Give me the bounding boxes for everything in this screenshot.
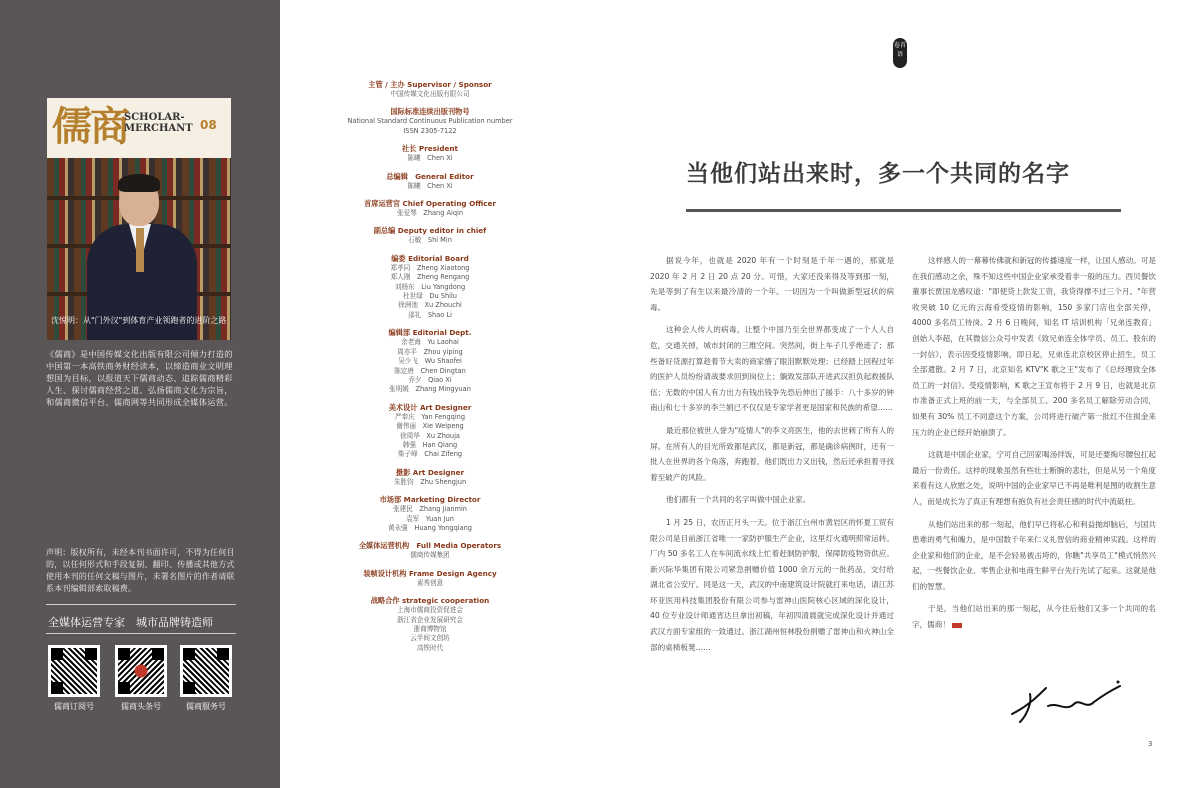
masthead-group [330, 172, 530, 191]
section-badge: 卷首语 [893, 38, 907, 68]
masthead-role: 主管 / 主办 Supervisor / Sponsor [368, 80, 492, 89]
cover-brand-english [124, 112, 193, 134]
masthead-entry: 石敏 Shi Min [408, 236, 452, 245]
article-paragraph: 于是，当他们站出来的那一刻起，从今往后他们又多一个共同的名字，儒商！ [912, 604, 1156, 630]
masthead-group [330, 468, 530, 487]
qr-label: 儒商服务号 [186, 702, 226, 711]
masthead-group [330, 541, 530, 560]
masthead-entry: 韩强 Han Qiang [402, 440, 458, 449]
masthead-entry: 高铁时代 [416, 643, 444, 652]
masthead [330, 80, 530, 661]
masthead-role: 副总编 Deputy editor in chief [373, 226, 487, 236]
qr-code-service[interactable] [180, 645, 232, 697]
masthead-entry: 中国传媒文化出版有限公司 [390, 90, 470, 98]
masthead-entry: 乔夕 Qiao Xi [408, 375, 452, 384]
masthead-entry: 徐周华 Xu Zhouja [400, 431, 460, 440]
masthead-group [330, 569, 530, 588]
masthead-entry: 陈曦 Chen Xi [407, 181, 453, 190]
sidebar-panel [0, 0, 280, 788]
divider [46, 604, 236, 605]
article-paragraph: 1 月 25 日，农历正月头一天。位于浙江台州市黄岩区的怀夏工贸有限公司是目前浙江省唯一一家防护服生产企业，这里灯火通明照常运转。厂内 50 多名工人在车间流水线上忙着赶制防护服，保障防疫物资供应。新兴际华集团有限公司紧急捐赠价值 1000 余万元的一批药品，交付给湖北省公安厅。同是这一天，武汉的中南建筑设计院就打来电话，请江苏环亚医用科技集团股份有限公司参与雷神山医院核心区域的深化设计，40 位专业设计师通宵达旦拿出初稿，年初四清晨就完成深化设计并通过武汉方面专家组的一致通过。浙江湖州恒林股份捐赠了雷神山和火神山全部的桌椅板凳…… [650, 517, 894, 652]
masthead-entry: 徐洲池 Xu Zhouchi [398, 301, 462, 310]
masthead-group [330, 495, 530, 533]
scholar-line-2: MERCHANT [124, 123, 193, 134]
masthead-entry: 刘杨东 Liu Yangdong [394, 282, 466, 291]
masthead-entry: 张爱琴 Zhang Aiqin [396, 209, 464, 218]
masthead-group [330, 144, 530, 163]
masthead-entry: 余老海 Yu Laohai [401, 338, 459, 347]
masthead-entry: 周亦平 Zhou yiping [397, 347, 463, 356]
masthead-entry: 张建民 Zhang Jianmin [392, 505, 467, 514]
masthead-entry: 袁军 Yuan Jun [406, 514, 454, 523]
divider [46, 633, 236, 634]
magazine-intro: 《儒商》是中国传媒文化出版有限公司倾力打造的中国第一本高铁商务财经读本，以缔造商业文明理想国为目标，以报道天下儒商动态、追踪儒商精彩人生、探讨儒商经营之道、弘扬儒商文化为宗旨，和儒商微信平台、儒商网等共同形成全媒体运营。 [46, 349, 233, 407]
masthead-group [330, 80, 530, 99]
masthead-group [330, 328, 530, 394]
masthead-entry: 陈定唐 Chen Dingtan [394, 366, 466, 375]
masthead-role: 社长 President [402, 144, 458, 154]
article-column-1 [650, 253, 894, 662]
article-paragraph: 他们都有一个共同的名字叫做中国企业家。 [666, 495, 811, 505]
slogan: 全媒体运营专家 城市品牌铸造师 [48, 616, 213, 629]
masthead-role: 编辑部 Editorial Dept. [388, 328, 472, 338]
magazine-cover [47, 98, 231, 340]
masthead-entry: 严奉庆 Yan Fengqing [394, 412, 466, 421]
qr-code-toutiao[interactable] [115, 645, 167, 697]
masthead-role: 国际标准连续出版刊物号 [390, 107, 470, 117]
masthead-group [330, 107, 530, 136]
masthead-entry: 杜世绿 Du Shilu [403, 292, 457, 301]
masthead-role: 摄影 Art Designer [395, 467, 465, 477]
masthead-entry: 朱胜钧 Zhu Shengjun [393, 477, 467, 486]
article-title: 当他们站出来时，多一个共同的名字 [686, 161, 1070, 187]
author-signature [1008, 676, 1128, 726]
qr-code-subscription[interactable] [48, 645, 100, 697]
qr-label: 儒商头条号 [121, 702, 161, 711]
portrait-hair [118, 174, 160, 192]
masthead-entry: 儒商传媒集团 [410, 551, 450, 560]
masthead-entry: 素秀创意 [416, 578, 444, 587]
masthead-group [330, 254, 530, 320]
masthead-role: 市场部 Marketing Director [379, 495, 481, 505]
masthead-entry: 云半间文创坊 [410, 634, 450, 643]
masthead-group [330, 403, 530, 460]
masthead-role: 美术设计 Art Designer [388, 402, 472, 412]
masthead-group [330, 199, 530, 218]
page-number: 3 [1148, 740, 1153, 748]
end-mark-icon [952, 623, 962, 628]
masthead-entry: ISSN 2305-7122 [403, 126, 457, 135]
cover-caption: 沈悦明：从"门外汉"到体育产业领跑者的进阶之路 [51, 316, 227, 325]
masthead-entry: National Standard Continuous Publication number [347, 117, 513, 126]
cover-issue-number: 08 [200, 118, 217, 132]
article-paragraph: 这就是中国企业家，宁可自己回家喝汤拌饭，可是还要掏尽腰包扛起最后一份责任。这样的现象虽然有些壮士断腕的悲壮，但是从另一个角度来看有这人欣慰之处，说明中国的企业家早已不再是唯利是图的收割生意人，而是成长为了真正有理想有抱负有社会责任感的时代中流砥柱。 [912, 450, 1156, 506]
masthead-role: 全媒体运营机构 Full Media Operators [358, 541, 502, 551]
masthead-role: 战略合作 strategic cooperation [370, 596, 490, 606]
article-paragraph: 这种会人传人的病毒，让整个中国乃至全世界都变成了一个人人自危，交通关掉，城市封闭的三维空间。突然间，街上车子几乎绝迹了；那些备好货源打算趁着节大卖的商家懵了眼泪默默处理；已经踏上回程过年的医护人员纷纷请战要求回到岗位上；躺致发部队开进武汉担负起救援队伍；无数的中国人有力出力有钱出钱争先恐后伸出了援手：八十多岁的钟南山和七十多岁的李兰娟已不仅仅是专家学者更是国家和民族的希望…… [650, 325, 894, 413]
article-paragraph: 最近那位被世人誉为"疫情人"的李文亮医生，他的去世刺了所有人的屏。在所有人的目光所致都是武汉，都是新冠，都是确诊病例时，还有一批人在世界的各个角落，奔跑着，他们既出力又出钱，然后还承担着寻找着至破产的风险。 [650, 425, 894, 482]
article-column-2 [912, 253, 1156, 640]
article-paragraph: 从他们站出来的那一刻起，他们早已将私心和利益抛却脑后，与国共患难的勇气和魄力，是中国数千年来仁义礼智信的商业精神实践。这样的企业家和他们的企业，是不会轻易被击垮的，你瞧"共享员工"模式悄然兴起，一些餐饮企业、零售企业和电商生鲜平台先行先试了起来。这就是他们的智慧。 [912, 519, 1156, 591]
article-paragraph: 这样感人的一幕幕传佛就和新冠的传播速度一样，让国人感动。可是在我们感动之余，殊不知这些中国企业家承受着非一般的压力。西贝餐饮董事长贾国龙感叹道："即使贷上款发工资，我贷得撑不过三个月。"年营收突破 10 亿元的云海肴受疫情的影响，150 多家门店也全部关停，4000 多名员工待岗。2 月 6 日晚间，知名 IT 培训机构「兄弟连教育」创始人李超，在其微信公众号中发表《致兄弟连全体学员、员工、股东的一封信》，表示因受疫情影响，即日起，兄弟连北京校区停止招生，员工全部遣散。2 月 7 日，北京知名 KTV"K 歌之王"发布了《总经理致全体员工的一封信》。受疫情影响，K 歌之王宣布将于 2 月 9 日，也就是北京市准备正式上班的前一天，与全部员工、200 多名员工解除劳动合同，如果有 30% 员工不同意这个方案，公司将进行破产第一批红不住损金来压力的企业已经开始崩溃了。 [912, 256, 1156, 437]
masthead-role: 装帧设计机构 Frame Design Agency [363, 568, 497, 578]
scholar-line-1: SCHOLAR- [124, 112, 185, 123]
masthead-entry: 郑孝同 Zheng Xiaotong [390, 263, 470, 272]
masthead-entry: 浙商博物馆 [413, 625, 447, 633]
masthead-entry: 谢伟丽 Xie Weipeng [396, 422, 464, 431]
masthead-entry: 吴少飞 Wu Shaofei [398, 357, 462, 366]
title-rule [686, 209, 1121, 212]
masthead-group [330, 226, 530, 245]
masthead-entry: 邵礼 Shao Li [408, 310, 452, 319]
qr-label: 儒商订阅号 [54, 702, 94, 711]
masthead-entry: 浙江省企业发展研究会 [397, 615, 463, 624]
copyright-notice: 声明：版权所有，未经本刊书面许可，不得为任何目的，以任何形式和手段复制、翻印、传播或其他方式使用本刊的任何文稿与图片，未署名图片的作者请联系本刊编辑部索取稿费。 [46, 548, 235, 593]
masthead-entry: 黄永强 Huang Yongqiang [388, 523, 472, 532]
masthead-entry: 柴子峰 Chai Zifeng [397, 450, 463, 459]
masthead-group [330, 596, 530, 653]
masthead-entry: 张明媛 Zhang Mingyuan [389, 385, 471, 394]
article-paragraph: 据说今年，也就是 2020 年有一个时刻是千年一遇的，那就是 2020 年 2 月 2 日 20 点 20 分。可惜，大家还没来得及等到那一刻，先是等到了有生以来最冷清的一个年。一切因为一个叫做新型冠状的病毒。 [650, 256, 894, 312]
masthead-entry: 陈曦 Chen Xi [407, 154, 453, 163]
masthead-role: 编委 Editorial Board [391, 253, 469, 263]
masthead-entry: 上海市儒商投资促进会 [397, 606, 463, 615]
portrait-tie [136, 228, 144, 272]
masthead-role: 总编辑 General Editor [386, 171, 474, 181]
masthead-role: 首席运营官 Chief Operating Officer [364, 199, 496, 209]
cover-brand-logo: 儒商 [52, 103, 128, 150]
masthead-entry: 郑人刚 Zheng Rengang [390, 273, 470, 282]
